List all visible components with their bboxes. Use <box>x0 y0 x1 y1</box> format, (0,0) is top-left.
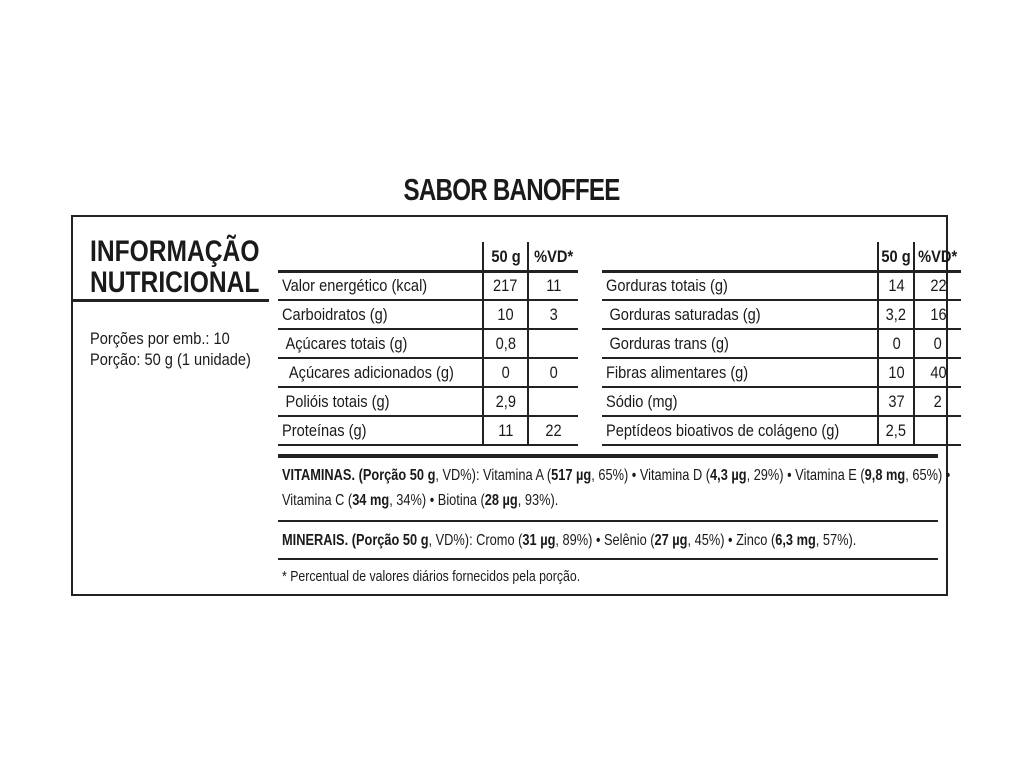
vitamin-pct: , 29%) <box>746 467 784 484</box>
vitamin-name: Vitamina C ( <box>282 492 353 509</box>
vitamin-pct: , 93%). <box>517 492 559 509</box>
table-row <box>602 416 961 445</box>
portions-per-package: Porções por emb.: 10 <box>90 329 230 348</box>
portion-size: Porção: 50 g (1 unidade) <box>90 350 251 369</box>
vitamin-amount: 34 mg <box>352 492 390 509</box>
header-dv: %VD* <box>914 242 960 271</box>
row-label: Gorduras totais (g) <box>602 271 878 300</box>
mineral-amount: 27 µg <box>654 532 688 549</box>
vitamin-name: Vitamina E ( <box>795 467 865 484</box>
mineral-name: Selênio ( <box>603 532 655 549</box>
table-header-row <box>278 242 578 271</box>
header-blank <box>602 242 878 271</box>
row-label: Gorduras trans (g) <box>602 329 878 358</box>
row-label: Peptídeos bioativos de colágeno (g) <box>602 416 878 445</box>
vitamins-section <box>282 463 1024 513</box>
minerals-section <box>282 530 1000 552</box>
row-label: Açúcares totais (g) <box>278 329 483 358</box>
header-blank <box>278 242 483 271</box>
row-dv: 0 <box>528 358 578 387</box>
vitamin-pct: , 65%) <box>591 467 629 484</box>
row-amount: 0 <box>483 358 528 387</box>
row-amount: 2,9 <box>483 387 528 416</box>
vitamin-amount: 4,3 µg <box>710 467 747 484</box>
row-amount: 2,5 <box>878 416 914 445</box>
row-dv: 16 <box>914 300 960 329</box>
mineral-pct: , 57%). <box>815 532 857 549</box>
table-row <box>278 358 578 387</box>
row-amount: 10 <box>878 358 914 387</box>
mineral-pct: , 45%) <box>687 532 725 549</box>
row-dv: 2 <box>914 387 960 416</box>
row-dv <box>528 329 578 358</box>
table-row <box>602 300 961 329</box>
mineral-amount: 6,3 mg <box>775 532 816 549</box>
row-label: Valor energético (kcal) <box>278 271 483 300</box>
vitamins-divider <box>278 454 938 458</box>
vitamin-amount: 28 µg <box>484 492 518 509</box>
table-row <box>278 329 578 358</box>
minerals-label: MINERAIS. <box>282 532 349 549</box>
bullet-separator: • <box>426 492 438 509</box>
table-row <box>278 300 578 329</box>
mineral-name: Zinco ( <box>736 532 776 549</box>
footnote-divider <box>278 558 938 560</box>
table-row <box>602 271 961 300</box>
row-dv: 22 <box>914 271 960 300</box>
row-dv: 40 <box>914 358 960 387</box>
vitamin-amount: 517 µg <box>551 467 592 484</box>
row-label: Açúcares adicionados (g) <box>278 358 483 387</box>
bullet-separator: • <box>592 532 604 549</box>
table-row <box>602 329 961 358</box>
vitamin-pct: , 65%) <box>905 467 943 484</box>
table-row <box>602 387 961 416</box>
table-row <box>278 416 578 445</box>
vitamin-pct: , 34%) <box>389 492 427 509</box>
row-amount: 3,2 <box>878 300 914 329</box>
row-label: Gorduras saturadas (g) <box>602 300 878 329</box>
vitamin-name: Biotina ( <box>437 492 485 509</box>
vitamins-vd: , VD%): <box>435 467 484 484</box>
minerals-portion: (Porção 50 g <box>351 532 429 549</box>
row-amount: 217 <box>483 271 528 300</box>
nutrition-facts-panel <box>71 215 958 596</box>
footnote <box>282 566 646 588</box>
vitamins-label: VITAMINAS. <box>282 467 356 484</box>
row-amount: 14 <box>878 271 914 300</box>
header-amount: 50 g <box>483 242 528 271</box>
footnote-text: * Percentual de valores diários fornecidos pela porção. <box>282 568 581 585</box>
vitamin-name: Vitamina A ( <box>483 467 552 484</box>
minerals-vd: , VD%): <box>428 532 477 549</box>
table-row <box>278 387 578 416</box>
mineral-name: Cromo ( <box>476 532 523 549</box>
serving-info <box>90 328 277 370</box>
heading-line1: INFORMAÇÃO <box>90 235 260 268</box>
bullet-separator: • <box>783 467 796 484</box>
table-header-row <box>602 242 961 271</box>
header-dv: %VD* <box>528 242 578 271</box>
row-dv <box>528 387 578 416</box>
table-row <box>278 271 578 300</box>
row-label: Fibras alimentares (g) <box>602 358 878 387</box>
nutrition-table-left <box>278 242 578 446</box>
heading-line2: NUTRICIONAL <box>90 266 260 299</box>
table-row <box>602 358 961 387</box>
mineral-amount: 31 µg <box>522 532 556 549</box>
vitamin-name: Vitamina D ( <box>639 467 711 484</box>
row-amount: 0,8 <box>483 329 528 358</box>
vitamins-portion: (Porção 50 g <box>358 467 436 484</box>
minerals-divider <box>278 520 938 522</box>
row-amount: 11 <box>483 416 528 445</box>
row-dv: 3 <box>528 300 578 329</box>
row-label: Sódio (mg) <box>602 387 878 416</box>
mineral-pct: , 89%) <box>555 532 593 549</box>
row-amount: 37 <box>878 387 914 416</box>
nutrition-heading <box>90 236 297 298</box>
row-dv: 11 <box>528 271 578 300</box>
row-dv: 0 <box>914 329 960 358</box>
flavor-title: SABOR BANOFFEE <box>403 172 621 207</box>
row-label: Carboidratos (g) <box>278 300 483 329</box>
row-dv <box>914 416 960 445</box>
row-label: Proteínas (g) <box>278 416 483 445</box>
nutrition-table-right <box>602 242 961 446</box>
heading-divider <box>73 299 269 302</box>
row-dv: 22 <box>528 416 578 445</box>
header-amount: 50 g <box>878 242 914 271</box>
row-label: Polióis totais (g) <box>278 387 483 416</box>
bullet-separator: • <box>942 467 951 484</box>
row-amount: 10 <box>483 300 528 329</box>
bullet-separator: • <box>724 532 737 549</box>
bullet-separator: • <box>628 467 640 484</box>
row-amount: 0 <box>878 329 914 358</box>
vitamin-amount: 9,8 mg <box>864 467 906 484</box>
